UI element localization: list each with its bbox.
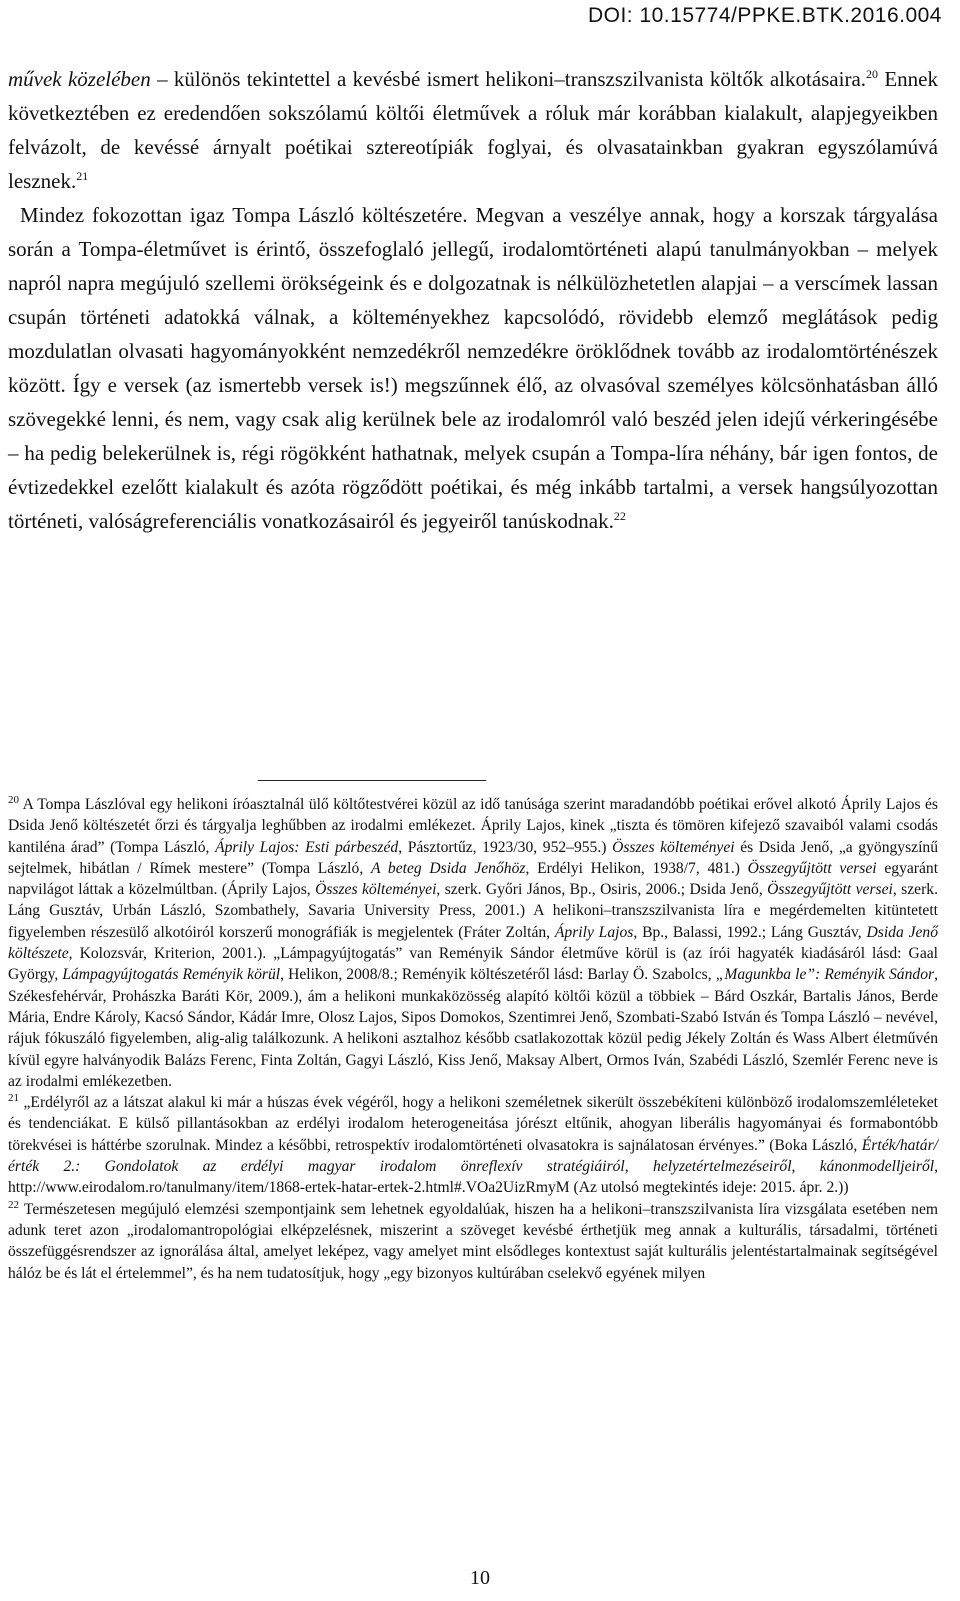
italic-title: „Magunkba le”: Reményik Sándor — [715, 966, 935, 984]
footnote-ref-21[interactable]: 21 — [76, 169, 89, 183]
footnote-22 — [8, 1199, 938, 1284]
footnote-separator — [258, 780, 486, 781]
text-span: Ennek következtében ez eredendően sokszólamú költői életművek a róluk már korábban kialakult, alapjegyeikben felvázolt, de kevéssé árnyalt poétikai sztereotípiák foglyai, és olvasatainkban gyakran egyszólamúvá lesznek. — [8, 67, 938, 193]
footnote-ref-20[interactable]: 20 — [866, 67, 879, 81]
text-span: A Tompa Lászlóval egy helikoni íróasztalnál ülő költőtestvérei közül az idő tanúsága szerint maradandóbb poétikai erővel alkotó Áprily Lajos és Dsida Jenő költészetét őrzi és tárgyalja leghűbben az irodalmi emlékezet. Áprily Lajos, kinek „tiszta és tömören kifejező szavaiból valami csodás kantiléna árad” (Tompa László, — [8, 796, 938, 856]
text-span: , Kolozsvár, Kriterion, 2001.). „Lámpagyújtogatás” van Reményik Sándor életműve körül is (az írói hagyaték kiadásáról lásd: Gaal György, — [8, 945, 938, 984]
italic-phrase: művek közelében — [8, 67, 151, 91]
italic-title: A beteg Dsida Jenőhöz — [370, 859, 526, 877]
italic-title: Összegyűjtött versei — [767, 881, 893, 899]
italic-title: Áprily Lajos: Esti párbeszéd — [215, 838, 399, 856]
text-span: egyaránt napvilágot láttak a közelmúltban. (Áprily Lajos, — [8, 859, 939, 899]
footnote-20 — [8, 794, 938, 1092]
italic-title: Dsida Jenő költészete — [8, 923, 939, 963]
text-span: Mindez fokozottan igaz Tompa László költészetére. Megvan a veszélye annak, hogy a korszak tárgyalása során a Tompa-életművet is érintő, összefoglaló jellegű, irodalomtörténeti alapú tanulmányokban – melyek napról napra megújuló szellemi örökségeink és e dolgozatnak is nélkülözhetetlen alapjai – a verscímek lassan csupán történeti adatokká válnak, a költeményekhez kapcsolódó, rövidebb elemző meglátások pedig mozdulatlan olvasati hagyományokként nemzedékről nemzedékre öröklődnek tovább az irodalomtörténészek között. Így e versek (az ismertebb versek is!) megszűnnek élő, az olvasóval személyes kölcsönhatásban álló szövegekké lenni, és nem, vagy csak alig kerülnek bele az irodalomról való beszéd jelen idejű vérkeringésébe – ha pedig belekerülnek is, régi rögökként hathatnak, melyek csupán a Tompa-líra néhány, bár igen fontos, de évtizedekkel ezelőtt kialakult és azóta rögződött poétikai, és még inkább tartalmi, a versek hangsúlyozottan történeti, valóságreferenciális vonatkozásairól és jegyeiről tanúskodnak. — [8, 203, 938, 533]
text-span: „Erdélyről az a látszat alakul ki már a húszas évek végéről, hogy a helikoni személetnek sikerült összebékíteni különböző irodalomszemléleteket és tendenciákat. E külső pillantásokban az erdélyi irodalom heterogeneitása jórészt eltűnik, ahogyan liberális hagyományai és formabontóbb törekvései is háttérbe szorulnak. Mindez a későbbi, retrospektív irodalomtörténeti olvasatokra is sajnálatosan érvényes.” (Boka László, — [8, 1094, 938, 1154]
text-span: és Dsida Jenő, „a gyöngyszínű sejtelmek, hibátlan / Rímek mestere” (Tompa László, — [8, 838, 938, 877]
footnote-number: 21 — [8, 1091, 19, 1104]
footnote-ref-22[interactable]: 22 — [613, 509, 626, 523]
italic-title: Összegyűjtött versei — [747, 859, 877, 877]
italic-title: Áprily Lajos — [554, 923, 634, 941]
doi-header: DOI: 10.15774/PPKE.BTK.2016.004 — [587, 4, 942, 27]
text-span: , Erdélyi Helikon, 1938/7, 481.) — [525, 859, 748, 877]
footnote-number: 20 — [8, 793, 19, 806]
italic-title: Összes költeményei — [315, 881, 437, 899]
text-span: , Helikon, 2008/8.; Reményik költészetéről lásd: Barlay Ö. Szabolcs, — [280, 966, 716, 984]
footnotes — [8, 794, 938, 1284]
paragraph-1 — [8, 62, 938, 198]
paragraph-2 — [8, 198, 938, 538]
main-text — [8, 62, 938, 538]
text-span: Természetesen megújuló elemzési szempontjaink sem lehetnek egyoldalúak, hiszen ha a helikoni–transzszilvanista líra vizsgálata esetében nem adunk teret azon „irodalomantropológiai elképzelésnek, miszerint a szöveget kevésbé érthetjük meg annak a kulturális, társadalmi, történeti összefüggésrendszer az ignorálása által, amelyet leképez, vagy amelyet mint elsődleges kontextust saját kulturális jelentéstartalmainak segítségével hálóz be és lát el értelemmel”, és ha nem tudatosítjuk, hogy „egy bizonyos kultúrában cselekvő egyének milyen — [8, 1200, 938, 1282]
text-span: , Bp., Balassi, 1992.; Láng Gusztáv, — [633, 923, 867, 941]
text-span: , Székesfehérvár, Prohászka Baráti Kör, 2009.), ám a helikoni munkaközösség alapító költői közül a többiek – Bárd Oszkár, Bartalis János, Berde Mária, Endre Károly, Kacsó Sándor, Kádár Imre, Olosz Lajos, Sipos Domokos, Szentimrei Jenő, Szombati-Szabó István és Tompa László – nevével, rájuk fókuszáló figyelemben, alig-alig találkozunk. A helikoni asztalhoz később csatlakozottak közül pedig Jékely Zoltán és Wass Albert életművén kívül egyre halványodik Balázs Ferenc, Finta Zoltán, Gagyi László, Kiss Jenő, Maksay Albert, Ormos Iván, Szabédi László, Szemlér Ferenc neve is az irodalmi emlékezetben. — [8, 966, 938, 1090]
italic-title: Érték/határ/érték 2.: Gondolatok az erdélyi magyar irodalom önreflexív stratégiáiról, helyzetértelmezéseiről, kánonmodelljeiről — [8, 1136, 938, 1176]
italic-title: Lámpagyújtogatás Reményik körül — [62, 966, 281, 984]
italic-title: Összes költeményei — [612, 838, 735, 856]
url-text[interactable]: , http://www.eirodalom.ro/tanulmany/item/1868-ertek-hatar-ertek-2.html#.VOa2UizRmyM (Az utolsó megtekintés ideje: 2015. ápr. 2.)) — [8, 1158, 938, 1197]
footnote-number: 22 — [8, 1198, 19, 1211]
text-span: , Pásztortűz, 1923/30, 952–955.) — [398, 838, 613, 856]
page-number: 10 — [470, 1567, 490, 1589]
footnote-21 — [8, 1092, 938, 1198]
text-span: , szerk. Láng Gusztáv, Urbán László, Szombathely, Savaria University Press, 2001.) A helikoni–transzszilvanista líra e megérdemelten kitüntetett figyelemben részesülő alkotóiról korszerű monográfiák is megjelentek (Fráter Zoltán, — [8, 881, 938, 941]
text-span: , szerk. Győri János, Bp., Osiris, 2006.; Dsida Jenő, — [436, 881, 768, 899]
text-span: – különös tekintettel a kevésbé ismert helikoni–transzszilvanista költők alkotásaira. — [150, 67, 867, 91]
